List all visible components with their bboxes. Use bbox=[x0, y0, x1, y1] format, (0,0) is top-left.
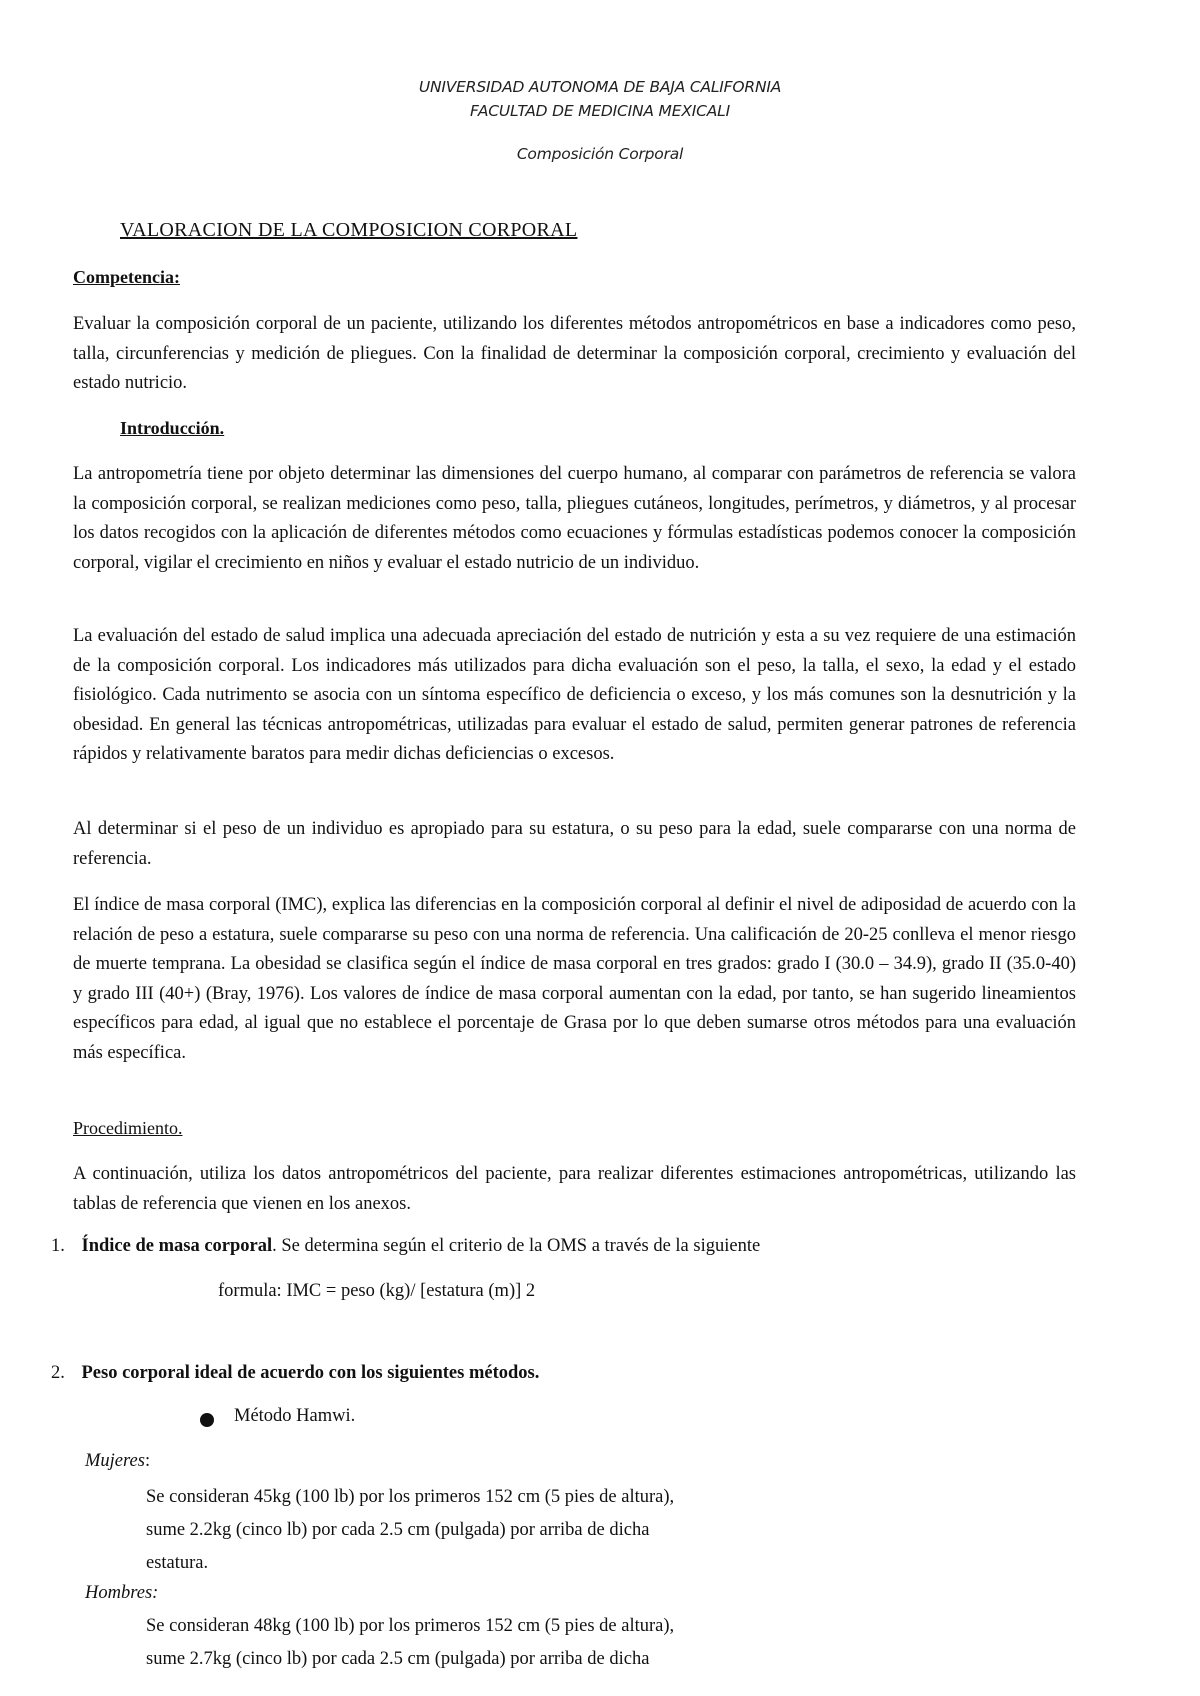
women-label-colon: : bbox=[144, 1451, 151, 1471]
women-label bbox=[85, 1451, 150, 1472]
list-number: 1. bbox=[51, 1236, 65, 1256]
faculty-name: FACULTAD DE MEDICINA MEXICALI bbox=[470, 102, 730, 120]
bullet-icon bbox=[200, 1413, 214, 1427]
university-name: UNIVERSIDAD AUTONOMA DE BAJA CALIFORNIA bbox=[418, 78, 782, 96]
imc-formula: formula: IMC = peso (kg)/ [estatura (m)] 2 bbox=[218, 1281, 536, 1301]
imc-description: . Se determina según el criterio de la OMS a través de la siguiente bbox=[272, 1236, 761, 1256]
document-title: VALORACION DE LA COMPOSICION CORPORAL bbox=[120, 219, 578, 241]
imc-term: Índice de masa corporal bbox=[81, 1236, 273, 1256]
hamwi-method: Método Hamwi. bbox=[234, 1406, 356, 1426]
women-line-2: sume 2.2kg (cinco lb) por cada 2.5 cm (pulgada) por arriba de dicha bbox=[146, 1520, 650, 1540]
subject-name: Composición Corporal bbox=[516, 145, 684, 163]
competencia-text: Evaluar la composición corporal de un paciente, utilizando los diferentes métodos antropométricos en base a indicadores como peso, talla, circunferencias y medición de pliegues. Con la finalidad de determinar la composición corporal, crecimiento y evaluación del estado nutricio. bbox=[73, 314, 1076, 393]
intro-paragraph-4: El índice de masa corporal (IMC), explica las diferencias en la composición corporal al definir el nivel de adiposidad de acuerdo con la relación de peso a estatura, suele compararse su peso con una norma de referencia. Una calificación de 20-25 conlleva el menor riesgo de muerte temprana. La obesidad se clasifica según el índice de masa corporal en tres grados: grado I (30.0 – 34.9), grado II (35.0-40) y grado III (40+) (Bray, 1976). Los valores de índice de masa corporal aumentan con la edad, por tanto, se han sugerido lineamientos específicos para edad, al igual que no establece el porcentaje de Grasa por lo que deben sumarse otros métodos para una evaluación más específica. bbox=[73, 895, 1076, 1063]
list-item-1 bbox=[51, 1236, 760, 1257]
men-line-2: sume 2.7kg (cinco lb) por cada 2.5 cm (pulgada) por arriba de dicha bbox=[146, 1649, 650, 1669]
procedimiento-text: A continuación, utiliza los datos antropométricos del paciente, para realizar diferentes estimaciones antropométricas, utilizando las tablas de referencia que vienen en los anexos. bbox=[73, 1164, 1076, 1214]
introduccion-heading: Introducción. bbox=[120, 418, 225, 438]
competencia-heading: Competencia: bbox=[73, 267, 180, 287]
intro-paragraph-3: Al determinar si el peso de un individuo es apropiado para su estatura, o su peso para la edad, suele compararse con una norma de referencia. bbox=[73, 819, 1076, 869]
ideal-weight-heading: Peso corporal ideal de acuerdo con los siguientes métodos. bbox=[81, 1363, 540, 1383]
list-item-2 bbox=[51, 1363, 539, 1384]
women-line-1: Se consideran 45kg (100 lb) por los primeros 152 cm (5 pies de altura), bbox=[146, 1487, 675, 1507]
procedimiento-heading: Procedimiento. bbox=[73, 1118, 183, 1138]
men-line-1: Se consideran 48kg (100 lb) por los primeros 152 cm (5 pies de altura), bbox=[146, 1616, 675, 1636]
list-number: 2. bbox=[51, 1363, 65, 1383]
women-line-3: estatura. bbox=[146, 1553, 209, 1573]
women-label-text: Mujeres bbox=[85, 1451, 145, 1471]
men-label: Hombres: bbox=[85, 1583, 159, 1603]
intro-paragraph-1: La antropometría tiene por objeto determinar las dimensiones del cuerpo humano, al comparar con parámetros de referencia se valora la composición corporal, se realizan mediciones como peso, talla, pliegues cutáneos, longitudes, perímetros, y diámetros, y al procesar los datos recogidos con la aplicación de diferentes métodos como ecuaciones y fórmulas estadísticas podemos conocer la composición corporal, vigilar el crecimiento en niños y evaluar el estado nutricio de un individuo. bbox=[73, 464, 1076, 573]
intro-paragraph-2: La evaluación del estado de salud implica una adecuada apreciación del estado de nutrición y esta a su vez requiere de una estimación de la composición corporal. Los indicadores más utilizados para dicha evaluación son el peso, la talla, el sexo, la edad y el estado fisiológico. Cada nutrimento se asocia con un síntoma específico de deficiencia o exceso, y los más comunes son la desnutrición y la obesidad. En general las técnicas antropométricas, utilizadas para evaluar el estado de salud, permiten generar patrones de referencia rápidos y relativamente baratos para medir dichas deficiencias o excesos. bbox=[73, 626, 1076, 764]
